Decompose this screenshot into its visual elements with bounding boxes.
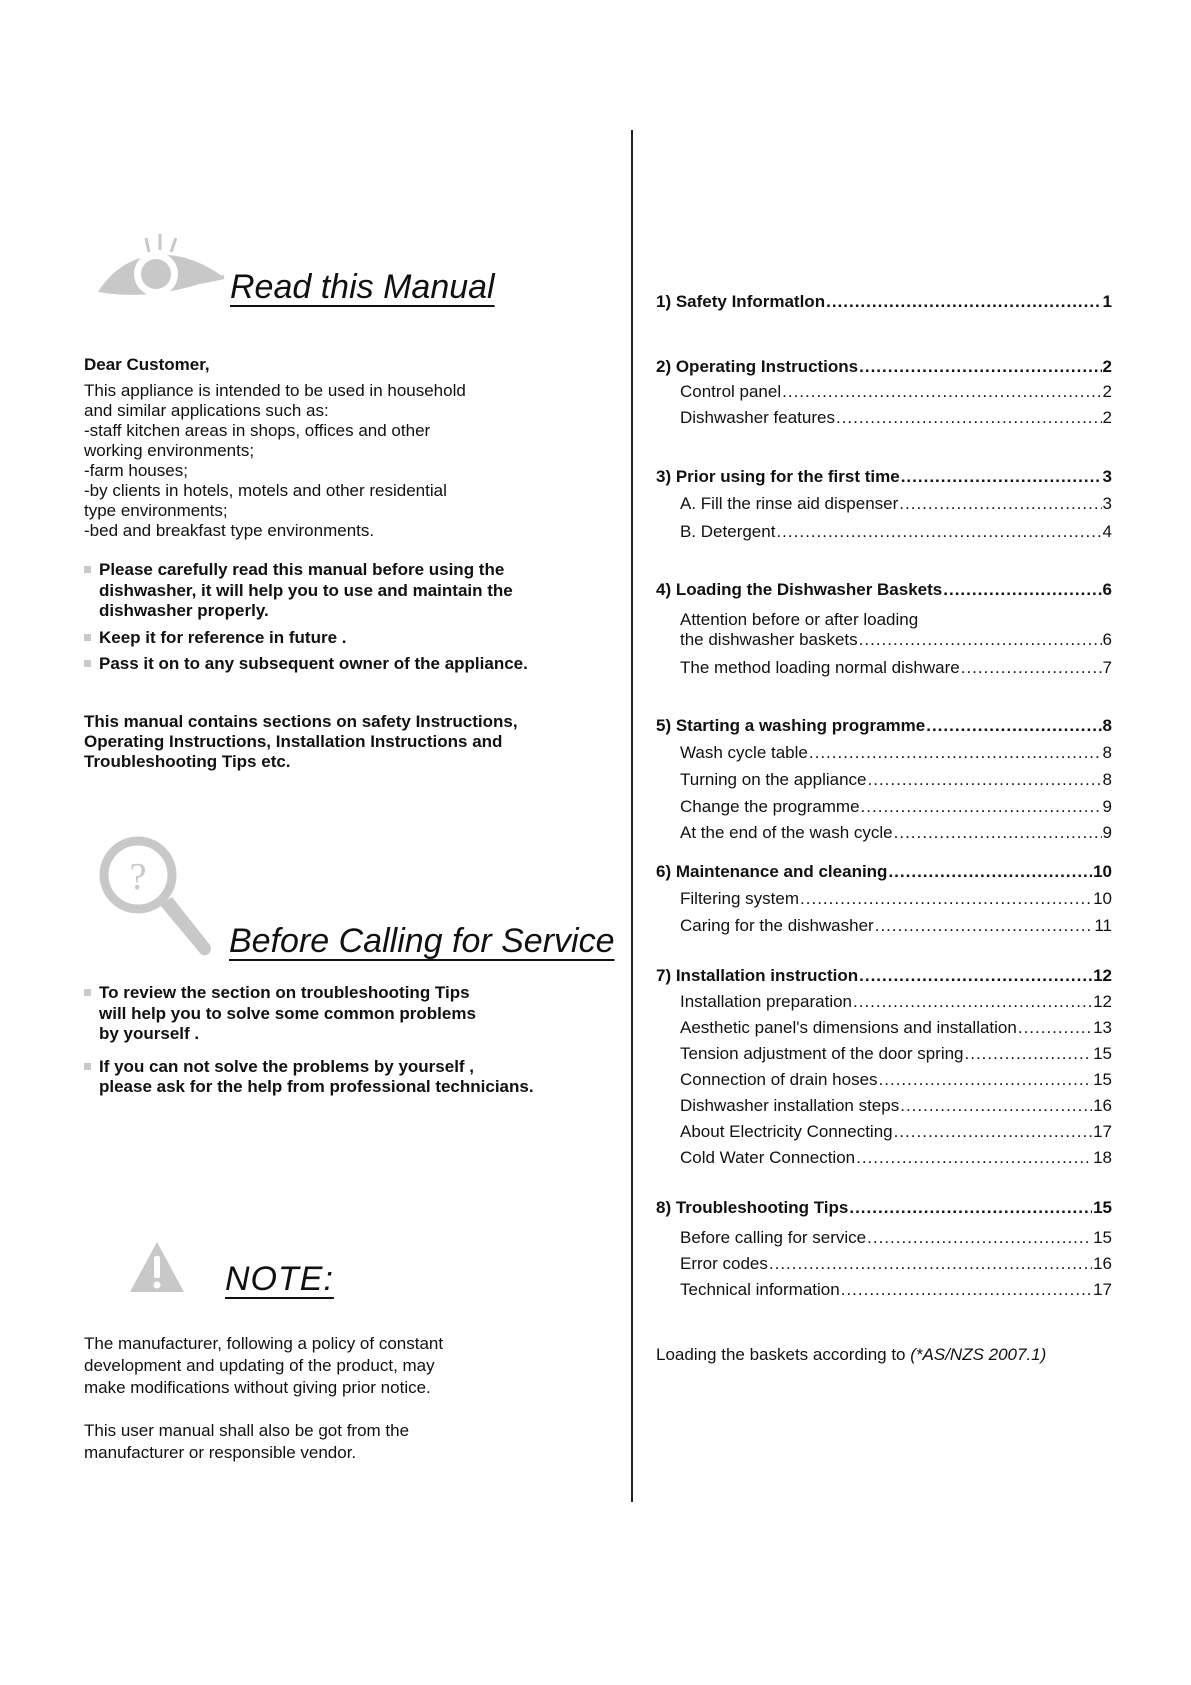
toc-item[interactable]: Caring for the dishwasher ..... 11: [656, 916, 1112, 936]
toc-item[interactable]: Before calling for service ..... 15: [656, 1228, 1112, 1248]
bullet-item: To review the section on troubleshooting Tips will help you to solve some common problems by yourself .: [84, 983, 534, 1045]
note-paragraph-1: The manufacturer, following a policy of constant development and updating of the product, may make modifications without giving prior notice.: [84, 1334, 444, 1397]
eye-icon: [94, 230, 226, 302]
toc-section-installation[interactable]: 7) Installation instruction ..... 12: [656, 966, 1112, 986]
heading-before-calling-service: Before Calling for Service: [229, 922, 615, 960]
toc-item[interactable]: Control panel ..... 2: [656, 382, 1112, 402]
toc-item[interactable]: About Electricity Connecting ..... 17: [656, 1122, 1112, 1142]
toc-item[interactable]: Tension adjustment of the door spring ..... 15: [656, 1044, 1112, 1064]
toc-section-prior-use[interactable]: 3) Prior using for the first time ..... 3: [656, 467, 1112, 487]
greeting: Dear Customer,: [84, 355, 210, 374]
toc-item[interactable]: A. Fill the rinse aid dispenser ..... 3: [656, 494, 1112, 514]
loading-standard-note: [656, 1345, 1046, 1365]
note-paragraph-2: This user manual shall also be got from the manufacturer or responsible vendor.: [84, 1421, 410, 1462]
toc-section-maintenance[interactable]: 6) Maintenance and cleaning ..... 10: [656, 862, 1112, 882]
toc-item[interactable]: Change the programme ..... 9: [656, 797, 1112, 817]
bullet-item: If you can not solve the problems by yourself , please ask for the help from professional technicians.: [84, 1057, 534, 1098]
heading-read-manual: Read this Manual: [230, 268, 495, 306]
toc-item[interactable]: B. Detergent ..... 4: [656, 522, 1112, 542]
toc-item[interactable]: The method loading normal dishware ..... 7: [656, 658, 1112, 678]
column-divider: [631, 130, 633, 1502]
toc-item[interactable]: Wash cycle table ..... 8: [656, 743, 1112, 763]
toc-section-operating[interactable]: 2) Operating Instructions ..... 2: [656, 357, 1112, 377]
toc-section-starting[interactable]: 5) Starting a washing programme ..... 8: [656, 716, 1112, 736]
svg-text:?: ?: [129, 856, 147, 898]
intro-body: This appliance is intended to be used in household and similar applications such as: -staff kitchen areas in shops, offices and other working environments; -farm houses; -by clients in hotels, motels and other residential type environments; -bed and breakfast type environments.: [84, 381, 466, 540]
warning-triangle-icon: [128, 1240, 186, 1294]
read-bullet-list: [84, 560, 528, 681]
table-of-contents: [656, 292, 1112, 1300]
toc-item[interactable]: Cold Water Connection ..... 18: [656, 1148, 1112, 1168]
bullet-item: Please carefully read this manual before using the dishwasher, it will help you to use and maintain the dishwasher properly.: [84, 560, 528, 622]
toc-item[interactable]: Dishwasher installation steps ..... 16: [656, 1096, 1112, 1116]
toc-item[interactable]: Technical information ..... 17: [656, 1280, 1112, 1300]
loading-note-standard: (*AS/NZS 2007.1): [910, 1345, 1047, 1364]
toc-section-troubleshooting[interactable]: 8) Troubleshooting Tips ..... 15: [656, 1198, 1112, 1218]
toc-item[interactable]: Filtering system ..... 10: [656, 889, 1112, 909]
toc-section-safety[interactable]: 1) Safety Informatlon ..... 1: [656, 292, 1112, 312]
toc-section-loading[interactable]: 4) Loading the Dishwasher Baskets ..... 6: [656, 580, 1112, 600]
toc-item[interactable]: Connection of drain hoses ..... 15: [656, 1070, 1112, 1090]
service-bullet-list: [84, 983, 534, 1104]
bullet-item: Pass it on to any subsequent owner of the appliance.: [84, 654, 528, 675]
toc-item[interactable]: Dishwasher features ..... 2: [656, 408, 1112, 428]
toc-item-line: Attention before or after loading: [680, 610, 919, 629]
magnifier-question-icon: [96, 833, 214, 961]
toc-item[interactable]: Error codes ..... 16: [656, 1254, 1112, 1274]
toc-item[interactable]: Turning on the appliance ..... 8: [656, 770, 1112, 790]
toc-item[interactable]: Installation preparation ..... 12: [656, 992, 1112, 1012]
bullet-item: Keep it for reference in future .: [84, 628, 528, 649]
toc-item[interactable]: the dishwasher baskets ..... 6: [656, 630, 1112, 650]
loading-note-text: Loading the baskets according to: [656, 1345, 911, 1364]
toc-item[interactable]: Aesthetic panel's dimensions and installation ..... 13: [656, 1018, 1112, 1038]
sections-text: This manual contains sections on safety Instructions, Operating Instructions, Installation Instructions and Troubleshooting Tips etc.: [84, 712, 518, 771]
heading-note: NOTE:: [225, 1260, 334, 1298]
toc-item[interactable]: At the end of the wash cycle ..... 9: [656, 823, 1112, 843]
